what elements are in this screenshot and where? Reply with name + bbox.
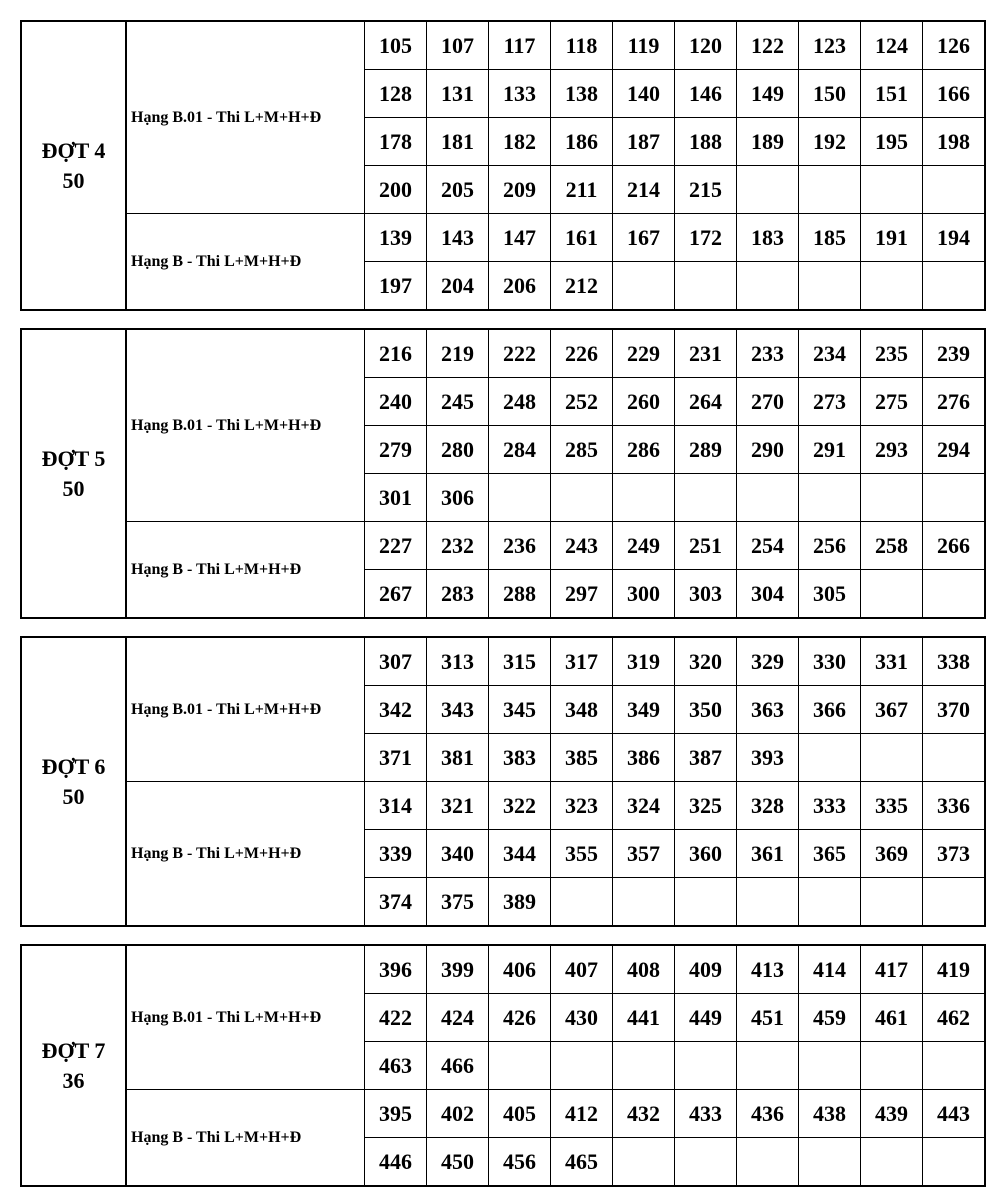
candidate-number-cell: 222 <box>489 329 551 378</box>
candidate-number-cell: 303 <box>675 570 737 619</box>
candidate-number-cell: 405 <box>489 1090 551 1138</box>
candidate-number-cell: 187 <box>613 118 675 166</box>
candidate-number-cell: 339 <box>365 830 427 878</box>
candidate-number-cell: 323 <box>551 782 613 830</box>
candidate-number-cell <box>737 166 799 214</box>
candidate-number-cell: 335 <box>861 782 923 830</box>
candidate-number-cell <box>923 734 986 782</box>
candidate-number-cell: 317 <box>551 637 613 686</box>
candidate-number-cell: 305 <box>799 570 861 619</box>
candidate-number-cell: 197 <box>365 262 427 311</box>
candidate-number-cell: 373 <box>923 830 986 878</box>
candidate-number-cell: 258 <box>861 522 923 570</box>
candidate-number-cell: 330 <box>799 637 861 686</box>
candidate-number-cell: 329 <box>737 637 799 686</box>
candidate-number-cell: 123 <box>799 21 861 70</box>
license-category-label: Hạng B - Thi L+M+H+Đ <box>126 1090 365 1187</box>
candidate-number-cell <box>861 474 923 522</box>
candidate-number-cell: 301 <box>365 474 427 522</box>
candidate-number-cell: 276 <box>923 378 986 426</box>
candidate-number-cell: 300 <box>613 570 675 619</box>
candidate-number-cell <box>799 474 861 522</box>
candidate-number-cell: 140 <box>613 70 675 118</box>
candidate-number-cell: 349 <box>613 686 675 734</box>
candidate-number-cell: 131 <box>427 70 489 118</box>
candidate-number-cell: 215 <box>675 166 737 214</box>
candidate-number-cell <box>675 1042 737 1090</box>
candidate-number-cell: 319 <box>613 637 675 686</box>
batch-count: 36 <box>62 1067 85 1093</box>
batch-table <box>20 944 986 1187</box>
license-category-label: Hạng B - Thi L+M+H+Đ <box>126 782 365 927</box>
candidate-number-cell: 446 <box>365 1138 427 1187</box>
candidate-number-cell: 205 <box>427 166 489 214</box>
candidate-number-cell: 279 <box>365 426 427 474</box>
table-row <box>21 782 985 830</box>
candidate-number-cell: 181 <box>427 118 489 166</box>
candidate-number-cell: 365 <box>799 830 861 878</box>
table-row <box>21 637 985 686</box>
candidate-number-cell: 439 <box>861 1090 923 1138</box>
candidate-number-cell <box>613 878 675 927</box>
candidate-number-cell: 149 <box>737 70 799 118</box>
candidate-number-cell: 306 <box>427 474 489 522</box>
license-category-label: Hạng B.01 - Thi L+M+H+Đ <box>126 21 365 214</box>
license-category-label: Hạng B.01 - Thi L+M+H+Đ <box>126 329 365 522</box>
candidate-number-cell: 449 <box>675 994 737 1042</box>
candidate-number-cell: 178 <box>365 118 427 166</box>
candidate-number-cell: 119 <box>613 21 675 70</box>
candidate-number-cell: 188 <box>675 118 737 166</box>
table-row <box>21 522 985 570</box>
candidate-number-cell: 462 <box>923 994 986 1042</box>
candidate-number-cell: 219 <box>427 329 489 378</box>
candidate-number-cell <box>861 262 923 311</box>
batch-block <box>20 636 978 927</box>
candidate-number-cell: 324 <box>613 782 675 830</box>
candidate-number-cell: 233 <box>737 329 799 378</box>
candidate-number-cell <box>923 166 986 214</box>
batch-block <box>20 20 978 311</box>
table-row <box>21 329 985 378</box>
candidate-number-cell: 385 <box>551 734 613 782</box>
candidate-number-cell: 325 <box>675 782 737 830</box>
candidate-number-cell: 336 <box>923 782 986 830</box>
candidate-number-cell: 412 <box>551 1090 613 1138</box>
batch-count: 50 <box>62 167 85 193</box>
batch-title-cell <box>21 21 126 310</box>
candidate-number-cell: 194 <box>923 214 986 262</box>
candidate-number-cell: 413 <box>737 945 799 994</box>
candidate-number-cell: 120 <box>675 21 737 70</box>
candidate-number-cell: 433 <box>675 1090 737 1138</box>
batch-block <box>20 944 978 1187</box>
candidate-number-cell: 461 <box>861 994 923 1042</box>
candidate-number-cell <box>861 570 923 619</box>
candidate-number-cell: 293 <box>861 426 923 474</box>
candidate-number-cell: 465 <box>551 1138 613 1187</box>
candidate-number-cell: 360 <box>675 830 737 878</box>
batch-count: 50 <box>62 475 85 501</box>
candidate-number-cell: 363 <box>737 686 799 734</box>
candidate-number-cell <box>799 1042 861 1090</box>
candidate-number-cell: 407 <box>551 945 613 994</box>
candidate-number-cell: 438 <box>799 1090 861 1138</box>
candidate-number-cell: 122 <box>737 21 799 70</box>
candidate-number-cell: 288 <box>489 570 551 619</box>
candidate-number-cell: 239 <box>923 329 986 378</box>
candidate-number-cell: 252 <box>551 378 613 426</box>
candidate-number-cell: 216 <box>365 329 427 378</box>
candidate-number-cell <box>737 1042 799 1090</box>
candidate-number-cell: 227 <box>365 522 427 570</box>
candidate-number-cell: 260 <box>613 378 675 426</box>
candidate-number-cell: 374 <box>365 878 427 927</box>
candidate-number-cell: 124 <box>861 21 923 70</box>
candidate-number-cell: 235 <box>861 329 923 378</box>
candidate-number-cell: 307 <box>365 637 427 686</box>
candidate-number-cell: 456 <box>489 1138 551 1187</box>
candidate-number-cell: 383 <box>489 734 551 782</box>
license-category-label: Hạng B - Thi L+M+H+Đ <box>126 214 365 311</box>
batch-title: ĐỢT 6 <box>41 753 106 779</box>
candidate-number-cell: 424 <box>427 994 489 1042</box>
candidate-number-cell: 273 <box>799 378 861 426</box>
candidate-number-cell: 396 <box>365 945 427 994</box>
candidate-number-cell: 386 <box>613 734 675 782</box>
candidate-number-cell: 340 <box>427 830 489 878</box>
candidate-number-cell: 399 <box>427 945 489 994</box>
candidate-number-cell: 185 <box>799 214 861 262</box>
candidate-number-cell <box>551 1042 613 1090</box>
batch-title: ĐỢT 5 <box>41 445 106 471</box>
candidate-number-cell: 266 <box>923 522 986 570</box>
candidate-number-cell: 414 <box>799 945 861 994</box>
candidate-number-cell <box>489 474 551 522</box>
candidate-number-cell: 182 <box>489 118 551 166</box>
candidate-number-cell: 198 <box>923 118 986 166</box>
candidate-number-cell: 146 <box>675 70 737 118</box>
candidate-number-cell <box>737 878 799 927</box>
candidate-number-cell: 369 <box>861 830 923 878</box>
candidate-number-cell: 204 <box>427 262 489 311</box>
candidate-number-cell: 289 <box>675 426 737 474</box>
candidate-number-cell: 361 <box>737 830 799 878</box>
candidate-number-cell: 381 <box>427 734 489 782</box>
candidate-number-cell <box>923 474 986 522</box>
candidate-number-cell: 161 <box>551 214 613 262</box>
candidate-number-cell <box>675 878 737 927</box>
candidate-number-cell: 138 <box>551 70 613 118</box>
candidate-number-cell: 286 <box>613 426 675 474</box>
candidate-number-cell: 430 <box>551 994 613 1042</box>
candidate-number-cell: 348 <box>551 686 613 734</box>
candidate-number-cell: 417 <box>861 945 923 994</box>
candidate-number-cell: 167 <box>613 214 675 262</box>
candidate-number-cell: 422 <box>365 994 427 1042</box>
candidate-number-cell: 231 <box>675 329 737 378</box>
candidate-number-cell <box>737 262 799 311</box>
candidate-number-cell <box>799 734 861 782</box>
candidate-number-cell: 389 <box>489 878 551 927</box>
candidate-number-cell: 304 <box>737 570 799 619</box>
table-row <box>21 214 985 262</box>
candidate-number-cell <box>923 1042 986 1090</box>
candidate-number-cell: 189 <box>737 118 799 166</box>
candidate-number-cell: 249 <box>613 522 675 570</box>
candidate-number-cell: 270 <box>737 378 799 426</box>
candidate-number-cell: 355 <box>551 830 613 878</box>
candidate-number-cell: 186 <box>551 118 613 166</box>
candidate-number-cell: 126 <box>923 21 986 70</box>
candidate-number-cell <box>613 1138 675 1187</box>
batch-table <box>20 328 986 619</box>
candidate-number-cell: 117 <box>489 21 551 70</box>
candidate-number-cell <box>551 474 613 522</box>
candidate-number-cell: 426 <box>489 994 551 1042</box>
batch-title-cell <box>21 329 126 618</box>
candidate-number-cell: 200 <box>365 166 427 214</box>
candidate-number-cell: 256 <box>799 522 861 570</box>
candidate-number-cell: 183 <box>737 214 799 262</box>
candidate-number-cell: 345 <box>489 686 551 734</box>
candidate-number-cell: 294 <box>923 426 986 474</box>
candidate-number-cell: 432 <box>613 1090 675 1138</box>
candidate-number-cell: 214 <box>613 166 675 214</box>
candidate-number-cell <box>923 1138 986 1187</box>
candidate-number-cell: 240 <box>365 378 427 426</box>
candidate-number-cell <box>861 734 923 782</box>
candidate-number-cell: 333 <box>799 782 861 830</box>
candidate-number-cell <box>675 262 737 311</box>
candidate-number-cell: 251 <box>675 522 737 570</box>
candidate-number-cell: 331 <box>861 637 923 686</box>
batch-title-cell <box>21 945 126 1186</box>
candidate-number-cell: 192 <box>799 118 861 166</box>
candidate-number-cell: 151 <box>861 70 923 118</box>
candidate-number-cell: 313 <box>427 637 489 686</box>
candidate-number-cell <box>799 878 861 927</box>
candidate-number-cell: 275 <box>861 378 923 426</box>
candidate-number-cell: 314 <box>365 782 427 830</box>
candidate-number-cell: 232 <box>427 522 489 570</box>
candidate-number-cell: 139 <box>365 214 427 262</box>
candidate-number-cell: 406 <box>489 945 551 994</box>
candidate-number-cell: 229 <box>613 329 675 378</box>
candidate-number-cell <box>861 166 923 214</box>
candidate-number-cell: 284 <box>489 426 551 474</box>
candidate-number-cell <box>861 1138 923 1187</box>
candidate-number-cell: 343 <box>427 686 489 734</box>
candidate-number-cell: 321 <box>427 782 489 830</box>
candidate-number-cell: 409 <box>675 945 737 994</box>
candidate-number-cell: 328 <box>737 782 799 830</box>
candidate-number-cell: 436 <box>737 1090 799 1138</box>
candidate-number-cell: 402 <box>427 1090 489 1138</box>
candidate-number-cell: 283 <box>427 570 489 619</box>
batch-title: ĐỢT 4 <box>41 137 106 163</box>
candidate-number-cell: 234 <box>799 329 861 378</box>
candidate-number-cell: 211 <box>551 166 613 214</box>
candidate-number-cell: 128 <box>365 70 427 118</box>
candidate-number-cell <box>799 1138 861 1187</box>
candidate-number-cell <box>923 878 986 927</box>
candidate-number-cell: 191 <box>861 214 923 262</box>
candidate-number-cell: 143 <box>427 214 489 262</box>
candidate-number-cell <box>861 1042 923 1090</box>
candidate-number-cell: 451 <box>737 994 799 1042</box>
candidate-number-cell: 466 <box>427 1042 489 1090</box>
candidate-number-cell: 463 <box>365 1042 427 1090</box>
candidate-number-cell: 243 <box>551 522 613 570</box>
candidate-number-cell: 371 <box>365 734 427 782</box>
candidate-number-cell <box>675 1138 737 1187</box>
candidate-number-cell: 248 <box>489 378 551 426</box>
candidate-number-cell: 147 <box>489 214 551 262</box>
candidate-number-cell: 387 <box>675 734 737 782</box>
candidate-number-cell: 441 <box>613 994 675 1042</box>
batch-count: 50 <box>62 783 85 809</box>
table-row <box>21 945 985 994</box>
batch-title-cell <box>21 637 126 926</box>
candidate-number-cell <box>799 262 861 311</box>
candidate-number-cell: 366 <box>799 686 861 734</box>
candidate-number-cell: 267 <box>365 570 427 619</box>
table-row <box>21 21 985 70</box>
candidate-number-cell: 195 <box>861 118 923 166</box>
candidate-number-cell <box>923 262 986 311</box>
candidate-number-cell: 212 <box>551 262 613 311</box>
candidate-number-cell: 118 <box>551 21 613 70</box>
candidate-number-cell: 350 <box>675 686 737 734</box>
candidate-number-cell: 297 <box>551 570 613 619</box>
candidate-number-cell: 320 <box>675 637 737 686</box>
candidate-number-cell <box>613 262 675 311</box>
batch-table <box>20 636 986 927</box>
candidate-number-cell: 105 <box>365 21 427 70</box>
candidate-number-cell: 375 <box>427 878 489 927</box>
candidate-number-cell: 393 <box>737 734 799 782</box>
batch-title: ĐỢT 7 <box>41 1037 106 1063</box>
candidate-number-cell: 133 <box>489 70 551 118</box>
license-category-label: Hạng B.01 - Thi L+M+H+Đ <box>126 945 365 1090</box>
candidate-number-cell: 419 <box>923 945 986 994</box>
candidate-number-cell: 338 <box>923 637 986 686</box>
candidate-number-cell: 322 <box>489 782 551 830</box>
candidate-number-cell <box>799 166 861 214</box>
candidate-number-cell <box>675 474 737 522</box>
candidate-number-cell: 150 <box>799 70 861 118</box>
candidate-number-cell: 395 <box>365 1090 427 1138</box>
candidate-number-cell: 344 <box>489 830 551 878</box>
candidate-number-cell: 206 <box>489 262 551 311</box>
candidate-number-cell: 107 <box>427 21 489 70</box>
candidate-number-cell <box>489 1042 551 1090</box>
batch-block <box>20 328 978 619</box>
candidate-number-cell: 226 <box>551 329 613 378</box>
candidate-number-cell: 342 <box>365 686 427 734</box>
candidate-number-cell: 254 <box>737 522 799 570</box>
candidate-number-cell: 315 <box>489 637 551 686</box>
candidate-number-cell: 357 <box>613 830 675 878</box>
candidate-number-cell: 408 <box>613 945 675 994</box>
candidate-number-cell <box>613 474 675 522</box>
candidate-number-cell: 367 <box>861 686 923 734</box>
candidate-number-cell: 370 <box>923 686 986 734</box>
candidate-number-cell: 172 <box>675 214 737 262</box>
candidate-number-cell <box>861 878 923 927</box>
candidate-number-cell: 245 <box>427 378 489 426</box>
candidate-number-cell: 264 <box>675 378 737 426</box>
candidate-number-cell: 290 <box>737 426 799 474</box>
candidate-number-cell <box>737 1138 799 1187</box>
candidate-number-cell <box>613 1042 675 1090</box>
candidate-number-cell <box>923 570 986 619</box>
candidate-number-cell: 280 <box>427 426 489 474</box>
batch-table <box>20 20 986 311</box>
candidate-number-cell: 450 <box>427 1138 489 1187</box>
candidate-number-cell: 291 <box>799 426 861 474</box>
table-row <box>21 1090 985 1138</box>
candidate-number-cell: 166 <box>923 70 986 118</box>
candidate-number-cell: 285 <box>551 426 613 474</box>
candidate-number-cell <box>737 474 799 522</box>
license-category-label: Hạng B - Thi L+M+H+Đ <box>126 522 365 619</box>
candidate-number-cell <box>551 878 613 927</box>
candidate-number-cell: 236 <box>489 522 551 570</box>
candidate-number-cell: 209 <box>489 166 551 214</box>
license-category-label: Hạng B.01 - Thi L+M+H+Đ <box>126 637 365 782</box>
candidate-number-cell: 443 <box>923 1090 986 1138</box>
candidate-number-cell: 459 <box>799 994 861 1042</box>
